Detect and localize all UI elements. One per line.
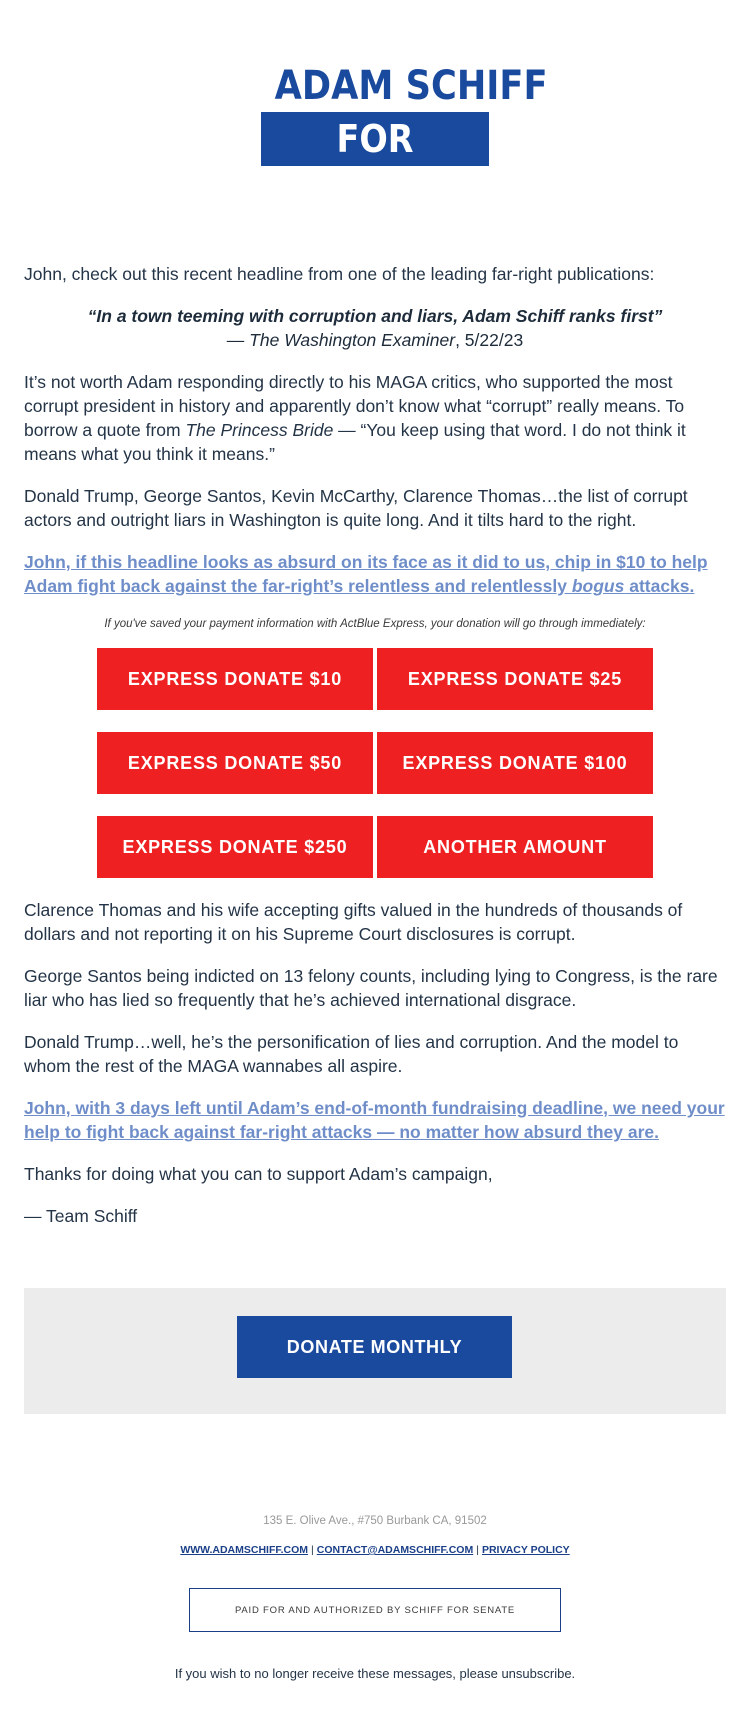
headline-quote xyxy=(24,304,726,352)
cta1-emphasis: bogus xyxy=(571,576,625,596)
email-body xyxy=(24,262,726,1246)
link-separator: | xyxy=(476,1544,479,1556)
para1-text-after: — “You keep using that word. I do not think it means what you think it means.” xyxy=(24,420,686,464)
paragraph-donald-trump: Donald Trump…well, he’s the personification of lies and corruption. And the model to whom the rest of the MAGA wannabes all aspire. xyxy=(24,1032,679,1076)
logo-senate-banner xyxy=(261,112,489,215)
privacy-policy-link[interactable]: PRIVACY POLICY xyxy=(481,1544,570,1556)
cta1-text-before: John, if this headline looks as absurd on its face as it did to us, chip in $10 to help Adam fight back against the far-right’s relentless and relentlessly xyxy=(24,552,708,596)
cta-link-deadline[interactable] xyxy=(24,1096,726,1144)
quote-dash: — xyxy=(226,330,250,350)
contact-email-link[interactable]: CONTACT@ADAMSCHIFF.COM xyxy=(316,1544,474,1556)
thanks-paragraph: Thanks for doing what you can to support Adam’s campaign, xyxy=(24,1164,493,1184)
express-donate-25-button[interactable]: EXPRESS DONATE $25 xyxy=(377,648,653,710)
link-separator: | xyxy=(311,1544,314,1556)
express-donate-100-button[interactable]: EXPRESS DONATE $100 xyxy=(377,732,653,794)
express-donate-10-button[interactable]: EXPRESS DONATE $10 xyxy=(97,648,373,710)
cta-link-chip-in-anchor[interactable] xyxy=(24,552,708,596)
para1-film-title: The Princess Bride xyxy=(185,420,334,440)
footer-address: 135 E. Olive Ave., #750 Burbank CA, 91502 xyxy=(263,1515,487,1527)
logo-name: ADAM SCHIFF xyxy=(274,63,548,109)
campaign-logo[interactable] xyxy=(261,63,548,215)
express-note: If you've saved your payment information with ActBlue Express, your donation will go through immediately: xyxy=(104,618,646,630)
donate-button-grid xyxy=(97,648,653,878)
quote-text: “In a town teeming with corruption and liars, Adam Schiff ranks first” xyxy=(87,306,663,326)
paragraph-clarence-thomas: Clarence Thomas and his wife accepting gifts valued in the hundreds of thousands of dollars and not reporting it on his Supreme Court disclosures is corrupt. xyxy=(24,900,683,944)
quote-date: , 5/22/23 xyxy=(455,330,524,350)
unsubscribe-text[interactable]: If you wish to no longer receive these messages, please unsubscribe. xyxy=(174,1666,576,1681)
signoff: — Team Schiff xyxy=(24,1206,138,1226)
para1-text-before: It’s not worth Adam responding directly to his MAGA critics, who supported the most corrupt president in history and apparently don’t know what “corrupt” really means. To borrow a quote from xyxy=(24,372,685,440)
paragraph-maga-critics xyxy=(24,370,726,466)
intro-paragraph: John, check out this recent headline from one of the leading far-right publications: xyxy=(24,264,655,284)
express-donate-250-button[interactable]: EXPRESS DONATE $250 xyxy=(97,816,373,878)
website-link[interactable]: WWW.ADAMSCHIFF.COM xyxy=(180,1544,309,1556)
footer-links xyxy=(0,1544,750,1556)
quote-source: The Washington Examiner xyxy=(249,330,456,350)
cta-link-deadline-anchor[interactable]: John, with 3 days left until Adam’s end-of-month fundraising deadline, we need your help to fight back against far-right attacks — no matter how absurd they are. xyxy=(24,1098,725,1142)
monthly-donation-panel xyxy=(24,1288,726,1414)
logo-senate-text: FOR SENATE xyxy=(303,117,447,215)
cta-link-chip-in[interactable] xyxy=(24,550,726,598)
quote-attribution xyxy=(24,328,726,352)
cta1-text-after: attacks. xyxy=(624,576,695,596)
another-amount-button[interactable]: ANOTHER AMOUNT xyxy=(377,816,653,878)
paid-for-disclaimer: PAID FOR AND AUTHORIZED BY SCHIFF FOR SENATE xyxy=(189,1588,561,1632)
paragraph-corrupt-actors: Donald Trump, George Santos, Kevin McCarthy, Clarence Thomas…the list of corrupt actors and outright liars in Washington is quite long. And it tilts hard to the right. xyxy=(24,486,688,530)
donate-monthly-button[interactable]: DONATE MONTHLY xyxy=(237,1316,512,1378)
paragraph-george-santos: George Santos being indicted on 13 felony counts, including lying to Congress, is the rare liar who has lied so frequently that he’s achieved international disgrace. xyxy=(24,966,718,1010)
express-donate-50-button[interactable]: EXPRESS DONATE $50 xyxy=(97,732,373,794)
